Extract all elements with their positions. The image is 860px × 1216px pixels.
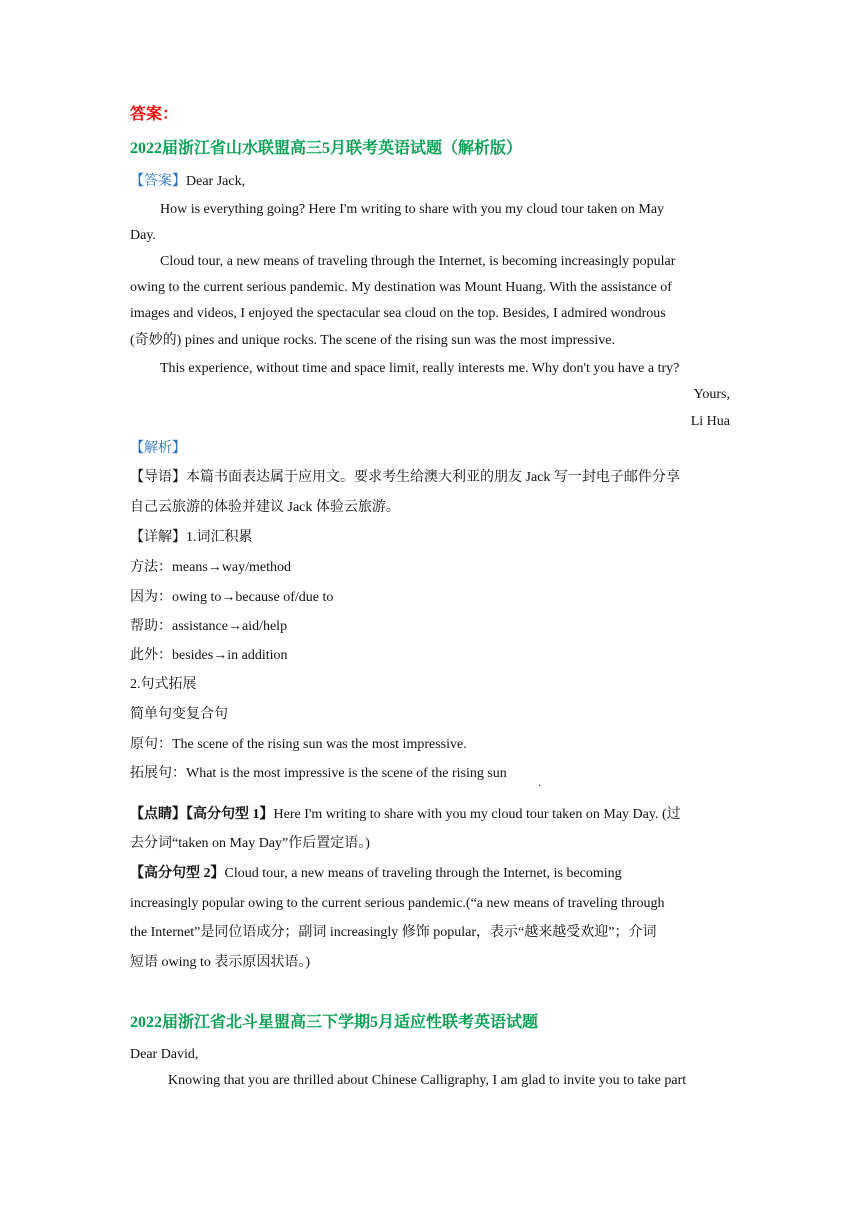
expanded-sentence: 拓展句：What is the most impressive is the scene of the rising sun [130,766,507,781]
highpoint2-line2: increasingly popular owing to the current serious pandemic.(“a new means of traveling through [130,896,665,911]
section2-p1-line1: Knowing that you are thrilled about Chinese Calligraphy, I am glad to invite you to take part [168,1073,687,1088]
letter-closing: Yours, [693,387,730,402]
sentence-head: 2.句式拓展 [130,677,197,692]
analysis-tag: 【解析】 [130,441,186,456]
detail-head: 1.词汇积累 [186,530,253,545]
guide-text-1: 本篇书面表达属于应用文。要求考生给澳大利亚的朋友 Jack 写一封电子邮件分享 [186,470,680,485]
highpoint2-line1 [130,864,622,884]
original-sentence: 原句：The scene of the rising sun was the most impressive. [130,737,467,752]
highpoint2-line3: the Internet”是同位语成分；副词 increasingly 修饰 popular，表示“越来越受欢迎”；介词 [130,925,657,940]
letter-signature: Li Hua [690,414,730,429]
detail-tag: 【详解】 [130,530,186,545]
vocab-item: 因为：owing to→because of/due to [130,590,334,605]
letter-p3-line1: This experience, without time and space limit, really interests me. Why don't you have a try? [160,361,680,376]
point-tag: 【点睛】 [130,807,186,822]
section2-greeting: Dear David, [130,1047,199,1062]
sentence-sub: 简单句变复合句 [130,707,228,722]
section2-title: 2022届浙江省北斗星盟高三下学期5月适应性联考英语试题 [130,1014,539,1031]
answer-line [130,172,245,192]
highpoint1-tag: 【高分句型 1】 [186,807,274,822]
highpoint1-text-1: Here I'm writing to share with you my cloud tour taken on May Day. (过 [273,807,681,822]
letter-p2-line2: owing to the current serious pandemic. My destination was Mount Huang. With the assistance of [130,280,672,295]
vocab-item: 帮助：assistance→aid/help [130,619,288,634]
letter-p1-line1: How is everything going? Here I'm writing to share with you my cloud tour taken on May [160,202,665,217]
highpoint1-line2: 去分词“taken on May Day”作后置定语。) [130,836,370,851]
highpoint2-text-1: Cloud tour, a new means of traveling through the Internet, is becoming [224,866,622,881]
highpoint2-tag: 【高分句型 2】 [130,866,225,881]
vocab-item: 此外：besides→in addition [130,648,288,663]
guide-line2: 自己云旅游的体验并建议 Jack 体验云旅游。 [130,500,400,515]
letter-p2-line3: images and videos, I enjoyed the spectacular sea cloud on the top. Besides, I admired wondrous [130,306,666,321]
letter-greeting: Dear Jack, [186,174,246,189]
answer-heading: 答案： [130,106,179,123]
stray-dot: . [538,775,541,789]
letter-p1-line2: Day. [130,228,156,243]
highpoint1-line1 [130,805,681,825]
guide-line1 [130,468,680,488]
section1-title: 2022届浙江省山水联盟高三5月联考英语试题（解析版） [130,140,523,157]
guide-tag: 【导语】 [130,470,186,485]
letter-p2-line1: Cloud tour, a new means of traveling through the Internet, is becoming increasingly popular [160,254,676,269]
answer-tag: 【答案】 [130,174,186,189]
detail-line [130,528,253,548]
letter-p2-line4: (奇妙的) pines and unique rocks. The scene of the rising sun was the most impressive. [130,333,615,348]
vocab-item: 方法：means→way/method [130,560,291,575]
highpoint2-line4: 短语 owing to 表示原因状语。) [130,955,311,970]
